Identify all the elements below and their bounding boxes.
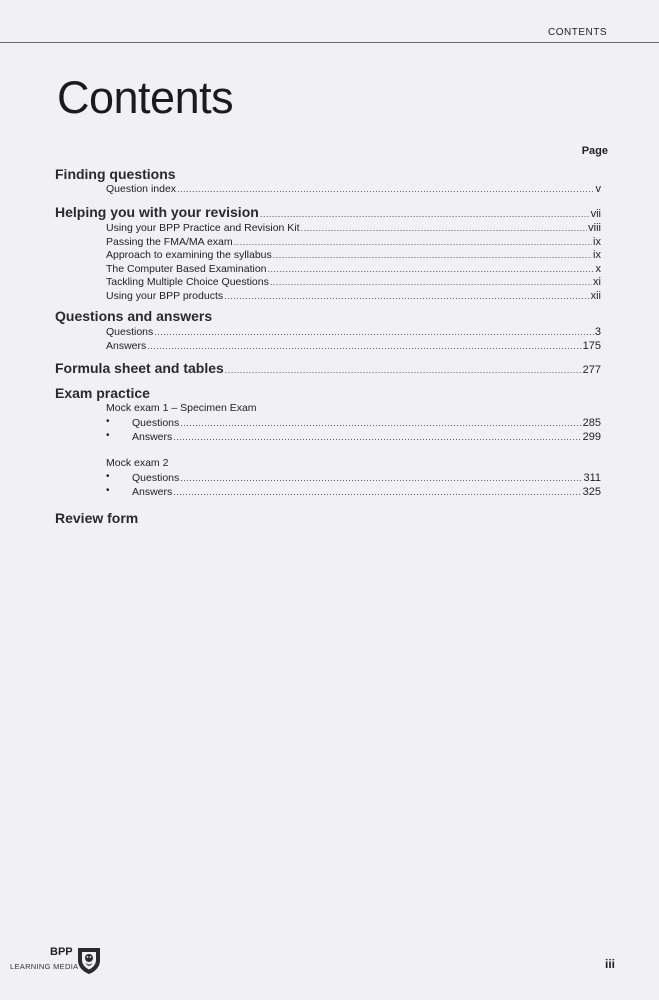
section-heading-label: Formula sheet and tables [55,360,224,376]
toc-entry-page: 325 [582,486,601,498]
toc-entry-label: Passing the FMA/MA exam [106,236,233,248]
section-heading-formula[interactable] [55,360,601,376]
section-heading-helping[interactable] [55,204,601,220]
toc-entry-page: ix [593,236,601,248]
section-heading-questions-answers: Questions and answers [55,308,213,324]
dot-leader [154,327,594,337]
dot-leader [180,473,582,483]
toc-entry-page: ix [593,249,601,261]
running-head: CONTENTS [548,27,607,38]
section-heading-label: Helping you with your revision [55,204,259,220]
logo-text: BPP [50,946,73,958]
toc-entry[interactable] [106,249,601,262]
toc-entry-label: The Computer Based Examination [106,263,267,275]
toc-entry[interactable] [132,486,601,499]
toc-entry[interactable] [132,417,601,430]
toc-entry-label: Answers [106,340,147,352]
toc-entry-page: 285 [582,417,601,429]
toc-entry[interactable] [106,183,601,196]
toc-entry[interactable] [106,236,601,249]
toc-entry-label: Questions [106,326,154,338]
dot-leader [173,487,581,497]
dot-leader [270,277,592,287]
toc-entry-page: x [595,263,601,275]
toc-entry-page: xi [593,276,601,288]
lion-shield-icon [76,945,102,975]
mock-exam-1-title: Mock exam 1 – Specimen Exam [106,402,257,414]
dot-leader [224,291,589,301]
toc-entry-label: Questions [132,417,180,429]
dot-leader [177,184,594,194]
toc-entry[interactable] [106,290,601,303]
toc-entry-label: Question index [106,183,177,195]
bullet-icon: • [106,471,110,482]
dot-leader [173,432,581,442]
dot-leader [234,237,592,247]
bullet-icon: • [106,485,110,496]
toc-entry-label: Approach to examining the syllabus [106,249,272,261]
bullet-icon: • [106,430,110,441]
toc-entry-page: viii [588,222,601,234]
toc-entry[interactable] [106,263,601,276]
toc-entry-label: Using your BPP products [106,290,224,302]
toc-entry[interactable] [106,326,601,339]
page-title: Contents [57,72,234,123]
dot-leader [225,365,582,375]
dot-leader [180,418,581,428]
section-heading-exam-practice: Exam practice [55,385,150,401]
mock-exam-2-title: Mock exam 2 [106,457,169,469]
section-heading-page: vii [590,208,601,220]
toc-entry[interactable] [132,472,601,485]
dot-leader [260,209,590,219]
toc-entry-label: Answers [132,486,173,498]
toc-entry-page: 175 [582,340,601,352]
toc-entry[interactable] [106,340,601,353]
dot-leader [268,264,595,274]
section-heading-finding-questions: Finding questions [55,166,176,182]
toc-entry-page: 311 [583,472,601,484]
toc-entry-page: 3 [594,326,601,338]
toc-entry[interactable] [132,431,601,444]
toc-entry-label: Answers [132,431,173,443]
toc-entry-page: xii [590,290,601,302]
page-column-label: Page [581,145,608,157]
toc-entry[interactable] [106,222,601,235]
toc-entry-page: v [595,183,601,195]
bullet-icon: • [106,416,110,427]
dot-leader [147,341,581,351]
logo-subtext: LEARNING MEDIA [10,962,79,971]
section-heading-page: 277 [582,364,601,376]
toc-entry-label: Using your BPP Practice and Revision Kit [106,222,300,234]
dot-leader [301,223,588,233]
toc-entry[interactable] [106,276,601,289]
dot-leader [273,250,592,260]
section-heading-review-form: Review form [55,510,139,526]
toc-entry-page: 299 [582,431,601,443]
toc-entry-label: Tackling Multiple Choice Questions [106,276,269,288]
toc-entry-label: Questions [132,472,180,484]
publisher-logo [10,945,102,975]
page-number: iii [604,957,615,971]
